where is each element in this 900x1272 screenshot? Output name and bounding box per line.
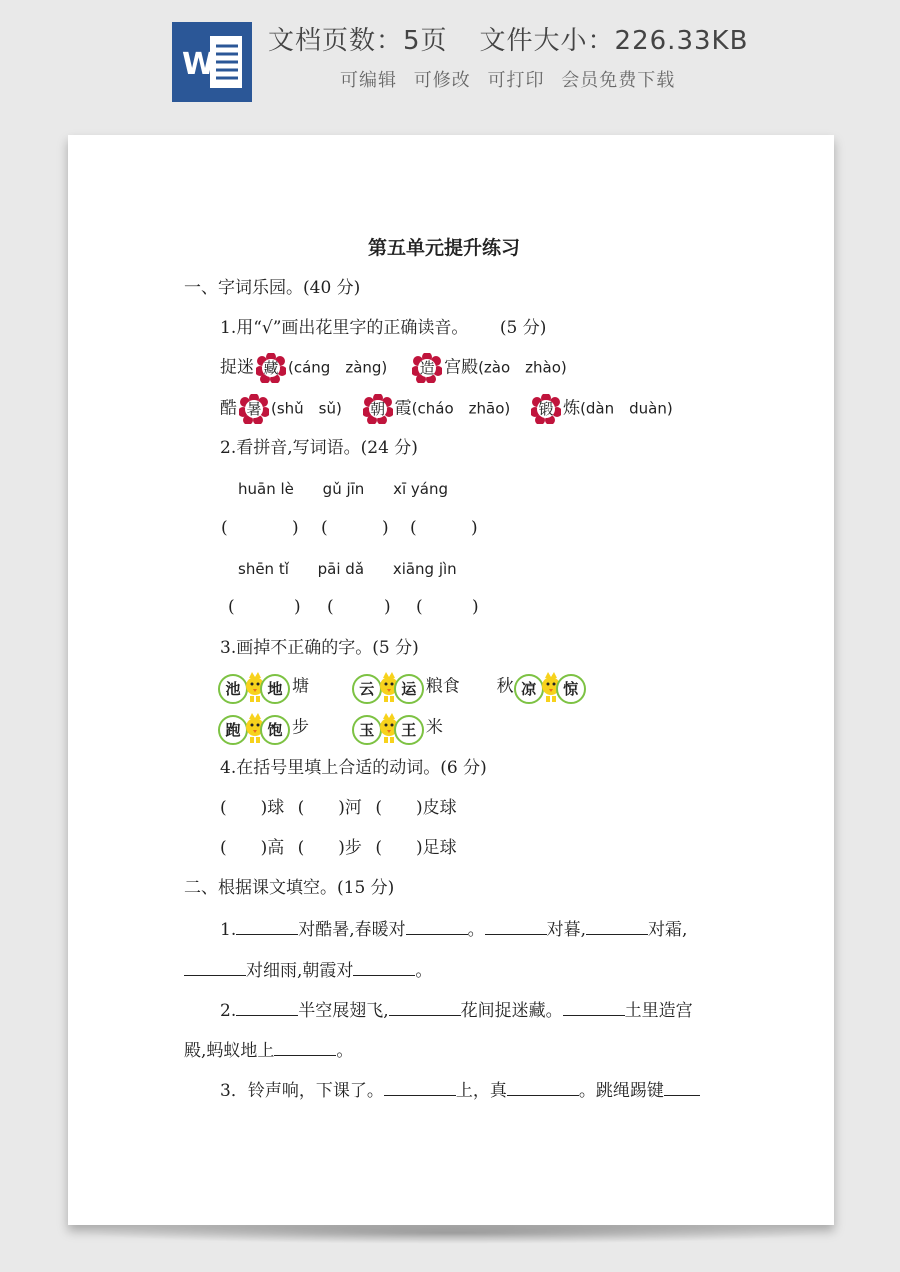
q1-word-prefix: 酷 [220,398,237,419]
pinyin-word: xī yáng [393,480,449,498]
verb-blank: ( )河 [297,798,362,818]
verb-blank: ( )步 [297,838,362,858]
flower-char: 藏 [256,353,286,383]
fill-line-2b: 殿,蚂蚁地上 。 [184,1037,353,1063]
flower-char: 造 [412,353,442,383]
answer-blank[interactable] [236,916,298,935]
paren-open: ( [416,597,423,617]
paren-open: ( [327,597,334,617]
answer-blank[interactable] [664,1077,700,1096]
pinyin-row-2 [238,557,457,581]
verb-blank: ( )球 [220,798,285,818]
q4-row-2 [220,836,457,860]
feature-free-download: 会员免费下载 [561,70,676,91]
answer-brackets-row-2 [68,595,834,619]
feature-modifiable: 可修改 [413,70,471,91]
paren-open: ( [221,518,228,538]
q4-row-1 [220,796,457,820]
q1-word-suffix: 炼 [563,398,581,419]
pinyin-options: (dàn duàn) [580,399,673,418]
answer-brackets-row-1 [68,516,834,540]
paren-close: ) [384,597,391,617]
answer-blank[interactable] [406,916,468,935]
character-choice-pair[interactable]: 玉 王 [352,713,426,743]
answer-blank[interactable] [236,997,298,1016]
character-choice-pair[interactable]: 跑 饱 [218,713,292,743]
pinyin-word: xiāng jìn [392,560,457,578]
feature-printable: 可打印 [487,70,545,91]
pinyin-word: huān lè [238,480,294,498]
question-1-score: (5 分) [499,318,547,338]
pinyin-options: (cáng zàng) [288,358,388,377]
q3-row-1: 池 地 塘 云 运 粮食 秋 凉 惊 [218,672,588,702]
paren-open: ( [321,518,328,538]
section-heading-2: 二、根据课文填空。(15 分) [184,878,395,898]
paren-close: ) [292,518,299,538]
question-4: 4.在括号里填上合适的动词。(6 分) [220,758,487,778]
pinyin-options: (cháo zhāo) [411,399,511,418]
character-choice-pair[interactable]: 云 运 [352,672,426,702]
pinyin-options: (zào zhào) [478,358,567,377]
character-choice-pair[interactable]: 池 地 [218,672,292,702]
banner-file-info [268,20,780,57]
answer-blank[interactable] [353,957,415,976]
svg-text:W: W [182,47,216,82]
flower-char: 锻 [531,394,561,424]
q1-word-suffix: 霞 [394,398,412,419]
paren-close: ) [382,518,389,538]
section-heading-1: 一、字词乐园。(40 分) [184,278,361,298]
q3-row-2: 跑 饱 步 玉 王 米 [218,713,443,743]
download-banner [0,0,900,120]
banner-features [340,66,685,92]
q1-word-suffix: 宫殿 [444,357,479,378]
file-size: 文件大小：226.33KB [479,26,749,56]
answer-blank[interactable] [184,957,246,976]
answer-blank[interactable] [563,997,625,1016]
pinyin-word: shēn tǐ [238,560,289,578]
pinyin-row-1 [238,477,448,501]
paren-close: ) [294,597,301,617]
pinyin-options: (shǔ sǔ) [271,399,342,418]
word-document-icon [172,22,252,102]
verb-blank: ( )高 [220,838,285,858]
pinyin-word: gǔ jīn [322,480,365,498]
answer-blank[interactable] [586,916,648,935]
paren-open: ( [228,597,235,617]
answer-blank[interactable] [274,1037,336,1056]
q1-row-1 [220,353,567,383]
question-3: 3.画掉不正确的字。(5 分) [220,638,419,658]
page-title: 第五单元提升练习 [368,237,521,259]
answer-blank[interactable] [389,997,461,1016]
flower-char: 朝 [363,394,393,424]
pinyin-word: pāi dǎ [317,560,365,578]
feature-editable: 可编辑 [340,70,397,91]
question-1 [220,316,546,340]
fill-line-3a: 3．铃声响，下课了。 上，真 。跳绳踢键 [220,1077,700,1103]
verb-blank: ( )皮球 [375,798,457,818]
q1-word-prefix: 捉迷 [220,357,254,378]
verb-blank: ( )足球 [375,838,457,858]
answer-blank[interactable] [384,1077,456,1096]
fill-line-2a: 2. 半空展翅飞, 花间捉迷藏。 土里造宫 [220,997,693,1023]
question-1-text: 1.用“√”画出花里字的正确读音。 [220,318,469,338]
document-page [68,135,834,1225]
q1-row-2 [220,394,673,424]
answer-blank[interactable] [485,916,547,935]
answer-blank[interactable] [507,1077,579,1096]
paren-close: ) [471,518,478,538]
fill-line-1b: 对细雨,朝霞对 。 [184,957,432,983]
paren-close: ) [472,597,479,617]
page-count: 文档页数：5页 [268,26,448,56]
character-choice-pair[interactable]: 凉 惊 [514,672,588,702]
paper-shadow [80,1222,826,1244]
fill-line-1a: 1. 对酷暑,春暖对 。 对暮, 对霜, [220,916,687,942]
flower-char: 暑 [239,394,269,424]
paren-open: ( [410,518,417,538]
question-2: 2.看拼音,写词语。(24 分) [220,438,418,458]
